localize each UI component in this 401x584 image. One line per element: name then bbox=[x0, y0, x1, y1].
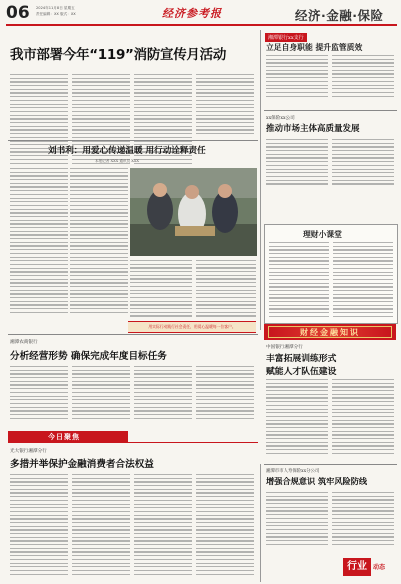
lower-left-headline: 分析经营形势 确保完成年度目标任务 bbox=[10, 351, 167, 362]
sidebar-rule-1 bbox=[264, 110, 397, 111]
bottom-left-body-col4 bbox=[196, 474, 254, 580]
right-mid-article bbox=[263, 342, 397, 462]
section-title: 经济·金融·保险 bbox=[295, 8, 384, 23]
sidebar-mid-headline: 推动市场主体高质量发展 bbox=[266, 124, 360, 134]
feature-body-col4 bbox=[196, 260, 256, 320]
bottom-right-body-a bbox=[266, 492, 328, 548]
feature-photo bbox=[130, 168, 257, 256]
sidebar-mid-kicker: xx保险xx公司 bbox=[266, 116, 295, 121]
bottom-right-top-rule bbox=[264, 464, 397, 465]
date-line: 2024年11月8日 星期五 bbox=[36, 6, 75, 10]
sidebar-top-kicker: 湘潭银行xx支行 bbox=[265, 33, 307, 42]
bottom-right-article bbox=[263, 466, 397, 550]
right-mid-body-b bbox=[332, 379, 394, 459]
lower-left-body-col1 bbox=[10, 366, 68, 424]
right-mid-headline: 丰富拓展训练形式 bbox=[266, 354, 337, 364]
feature-top-rule bbox=[8, 140, 258, 141]
editor-line: 责任编辑：XX 版式：XX bbox=[36, 12, 76, 16]
today-bar bbox=[8, 431, 128, 443]
sidebar-mid-article bbox=[263, 112, 397, 222]
sidebar-top-body-a bbox=[266, 55, 328, 99]
finance-banner-inner bbox=[268, 326, 392, 338]
page-header bbox=[0, 0, 401, 28]
sidebar-top-headline: 立足自身职能 提升监管质效 bbox=[266, 43, 363, 52]
corner-tag-label: 行业 bbox=[343, 558, 371, 576]
right-mid-subheadline: 赋能人才队伍建设 bbox=[266, 367, 337, 377]
column-box-title: 理财小课堂 bbox=[303, 230, 342, 239]
right-mid-body-a bbox=[266, 379, 328, 459]
feature-body-col3 bbox=[130, 260, 192, 320]
sidebar-mid-body-a bbox=[266, 139, 328, 189]
right-mid-kicker: 中国银行湘潭分行 bbox=[266, 345, 303, 350]
bottom-left-article bbox=[8, 446, 258, 582]
lower-left-kicker: 湘潭农商银行 bbox=[10, 340, 38, 345]
lower-left-body-col4 bbox=[196, 366, 254, 424]
corner-tag-sub: 动态 bbox=[373, 564, 386, 571]
sidebar-top-body-b bbox=[332, 55, 394, 99]
feature-byline: 本报记者 XXX 通讯员 XXX bbox=[95, 159, 139, 163]
feature-article bbox=[8, 142, 258, 332]
lower-left-article bbox=[8, 336, 258, 428]
column-box-body-a bbox=[269, 242, 329, 320]
column-divider bbox=[260, 30, 261, 330]
sidebar-mid-body-b bbox=[332, 139, 394, 189]
feature-photo-art bbox=[130, 168, 257, 256]
bottom-right-kicker: 湘潭市市人寿保险xx分公司 bbox=[266, 469, 320, 474]
today-bar-label: 今日聚焦 bbox=[48, 432, 80, 441]
header-rule bbox=[6, 24, 397, 26]
finance-banner bbox=[264, 324, 396, 340]
lower-left-body-col2 bbox=[72, 366, 130, 424]
sidebar-top-article bbox=[263, 30, 397, 100]
feature-body-col2 bbox=[70, 168, 128, 318]
page-number: 06 bbox=[6, 3, 30, 23]
bottom-left-body-col2 bbox=[72, 474, 130, 580]
corner-tag bbox=[343, 554, 397, 580]
pull-quote-banner bbox=[128, 321, 256, 333]
today-bar-rule bbox=[128, 442, 258, 443]
lower-left-body-col3 bbox=[134, 366, 192, 424]
bottom-left-body-col1 bbox=[10, 474, 68, 580]
bottom-right-body-b bbox=[332, 492, 394, 548]
lower-left-top-rule bbox=[8, 334, 258, 335]
paper-logo: 经济参考报 bbox=[162, 7, 222, 20]
bottom-left-kicker: 光大银行湘潭分行 bbox=[10, 449, 47, 454]
lead-body-col4 bbox=[196, 74, 254, 138]
pull-quote-text: 用实际行动践行社会责任，用爱心温暖每一位客户。 bbox=[148, 324, 236, 329]
bottom-left-body-col3 bbox=[134, 474, 192, 580]
bottom-right-headline: 增强合规意识 筑牢风险防线 bbox=[266, 476, 368, 486]
feature-headline: 刘书利：用爱心传递温暖 用行动诠释责任 bbox=[48, 146, 206, 156]
lead-headline: 我市部署今年“119”消防宣传月活动 bbox=[10, 47, 227, 63]
bottom-left-headline: 多措并举保护金融消费者合法权益 bbox=[10, 459, 154, 470]
column-box bbox=[264, 224, 398, 324]
column-divider-lower bbox=[260, 464, 261, 582]
finance-banner-text: 财经金融知识 bbox=[300, 327, 360, 337]
feature-body-col1 bbox=[10, 168, 68, 318]
column-box-body-b bbox=[333, 242, 393, 320]
